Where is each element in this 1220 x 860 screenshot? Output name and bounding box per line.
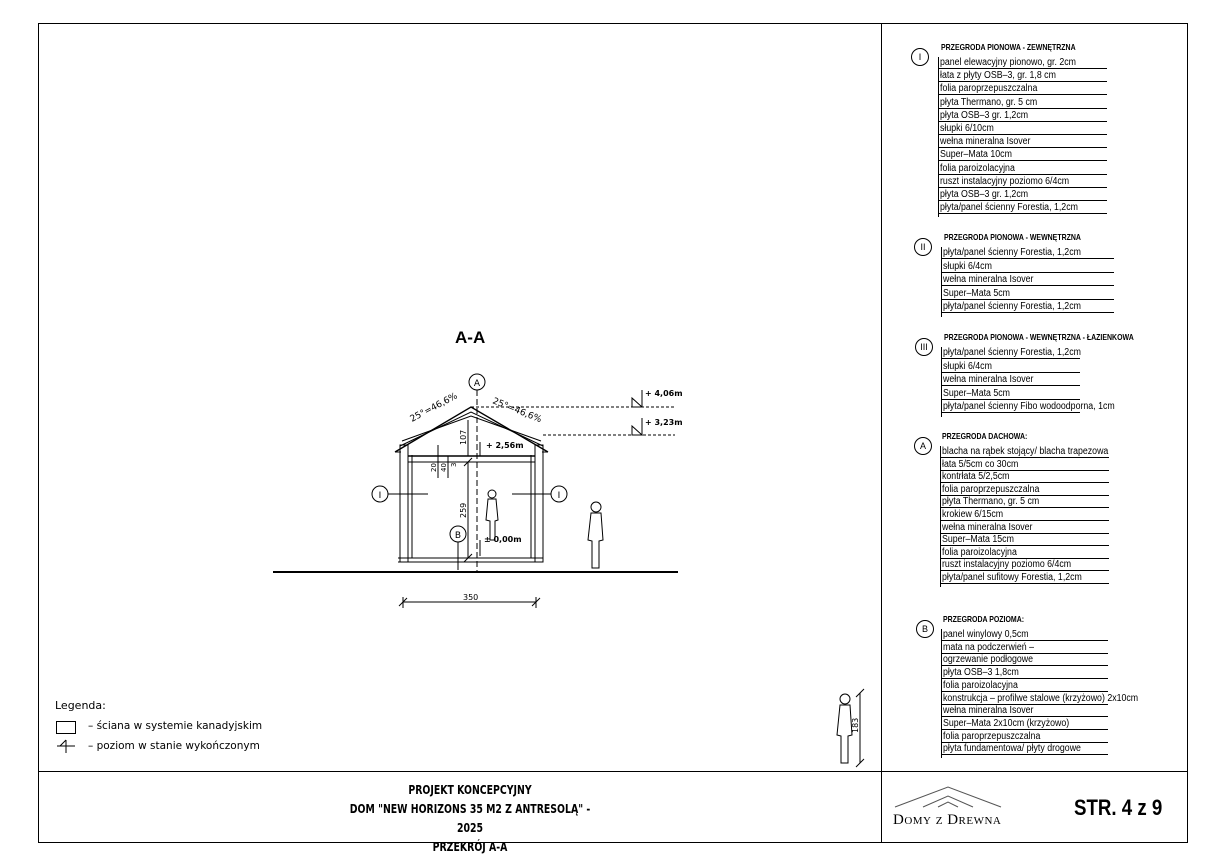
bubble-a-label: A xyxy=(473,379,481,389)
legend-item-wall: – ściana w systemie kanadyjskim xyxy=(88,720,263,732)
spec-layer: płyta fundamentowa/ płyty drogowe xyxy=(943,743,1081,755)
spec-rule xyxy=(939,108,1107,109)
spec-layer: wełna mineralna Isover xyxy=(942,521,1033,533)
spec-layer: Super–Mata 10cm xyxy=(940,149,1012,161)
spec-layer: Super–Mata 5cm xyxy=(943,387,1011,399)
spec-rule xyxy=(939,160,1107,161)
spec-title: PRZEGRODA DACHOWA: xyxy=(942,431,1028,441)
bubble-i-left-label: I xyxy=(378,491,382,501)
spec-rule xyxy=(942,412,1080,413)
spec-rule xyxy=(942,285,1114,286)
spec-rule xyxy=(939,187,1107,188)
dim-person-label: 183 xyxy=(851,717,860,733)
spec-layer: ruszt instalacyjny poziomo 6/4cm xyxy=(940,175,1070,187)
spec-layer: mata na podczerwień – xyxy=(943,641,1034,653)
spec-layer: Super–Mata 5cm xyxy=(943,287,1011,299)
spec-bracket xyxy=(940,446,941,587)
spec-layer: Super–Mata 2x10cm (krzyżowo) xyxy=(943,717,1070,729)
slope-right-label: 25°=46,6% xyxy=(490,396,543,426)
spec-layer: Super–Mata 15cm xyxy=(942,534,1014,546)
spec-layer: folia paroizolacyjna xyxy=(940,162,1015,174)
spec-layer: płyta OSB–3 gr. 1,2cm xyxy=(940,109,1029,121)
title-block xyxy=(300,781,640,857)
wall-left xyxy=(400,445,408,562)
spec-layer: ruszt instalacyjny poziomo 6/4cm xyxy=(942,559,1072,571)
bubble-b-label: B xyxy=(454,531,462,541)
legend-title: Legenda: xyxy=(55,699,106,712)
legend-item-level: – poziom w stanie wykończonym xyxy=(88,740,260,752)
dim-small-b-label: 40 xyxy=(440,463,448,472)
spec-layer: wełna mineralna Isover xyxy=(940,136,1031,148)
legend-wall-symbol xyxy=(56,721,76,734)
dim-small-a-label: 20 xyxy=(430,463,438,472)
spec-layer: płyta/panel ścienny Fibo wodoodporna, 1cm xyxy=(943,401,1115,413)
spec-rule xyxy=(939,200,1107,201)
spec-title: PRZEGRODA PIONOWA - WEWNĘTRZNA - ŁAZIENKOWA xyxy=(944,332,1134,342)
spec-title: PRZEGRODA PIONOWA - ZEWNĘTRZNA xyxy=(941,42,1076,52)
spec-rule xyxy=(939,134,1107,135)
spec-layer: folia paroizolacyjna xyxy=(942,546,1017,558)
spec-layer: panel elewacyjny pionowo, gr. 2cm xyxy=(940,57,1076,68)
spec-marker: III xyxy=(915,338,933,356)
spec-rule xyxy=(942,754,1108,755)
level-ridge-label: + 4,06m xyxy=(645,389,683,398)
spec-layer: konstrukcja – profilwe stalowe (krzyżowo) 2x10cm xyxy=(943,692,1139,704)
spec-layer: łata 5/5cm co 30cm xyxy=(942,458,1019,470)
spec-rule xyxy=(942,358,1080,359)
spec-bracket xyxy=(941,629,942,758)
spec-title: PRZEGRODA PIONOWA - WEWNĘTRZNA xyxy=(944,232,1081,242)
spec-layer: wełna mineralna Isover xyxy=(943,705,1034,717)
spec-layer: folia paroprzepuszczalna xyxy=(940,83,1038,95)
spec-rule xyxy=(942,272,1114,273)
level-eave-label: + 3,23m xyxy=(645,418,683,427)
spec-title: PRZEGRODA POZIOMA: xyxy=(943,614,1025,624)
title-line-2: DOM "NEW HORIZONS 35 M2 Z ANTRESOLĄ" - 2025 xyxy=(349,802,591,835)
spec-layer: folia paroprzepuszczalna xyxy=(943,730,1041,742)
spec-rule xyxy=(942,399,1080,400)
spec-layer: płyta/panel ścienny Forestia, 1,2cm xyxy=(943,347,1081,358)
spec-layer: łata z płyty OSB–3, gr. 1,8 cm xyxy=(940,70,1056,82)
spec-rule xyxy=(942,312,1114,313)
dim-height-label: 259 xyxy=(459,502,468,518)
brand-name: Domy z Drewna xyxy=(893,812,1002,828)
spec-layer: płyta OSB–3 1,8cm xyxy=(943,667,1019,679)
spec-layer: płyta/panel ścienny Forestia, 1,2cm xyxy=(940,202,1078,214)
spec-rule xyxy=(939,147,1107,148)
spec-rule xyxy=(942,385,1080,386)
spec-layer: folia paroizolacyjna xyxy=(943,679,1018,691)
spec-layer: krokiew 6/15cm xyxy=(942,509,1004,520)
spec-rule xyxy=(942,372,1080,373)
spec-rule xyxy=(939,94,1107,95)
spec-layer: słupki 6/4cm xyxy=(943,360,992,372)
spec-marker: I xyxy=(911,48,929,66)
spec-rule xyxy=(939,213,1107,214)
spec-layer: wełna mineralna Isover xyxy=(943,274,1034,286)
spec-layer: słupki 6/4cm xyxy=(943,260,992,272)
spec-layer: płyta/panel sufitowy Forestia, 1,2cm xyxy=(942,572,1082,583)
spec-rule xyxy=(942,258,1114,259)
slope-left-label: 25°=46,6% xyxy=(408,391,460,425)
title-line-3: PRZEKRÓJ A-A xyxy=(432,840,508,854)
spec-rule xyxy=(939,81,1107,82)
spec-layer: płyta Thermano, gr. 5 cm xyxy=(942,496,1040,508)
spec-layer: płyta/panel ścienny Forestia, 1,2cm xyxy=(943,247,1081,258)
dim-width-label: 350 xyxy=(463,593,479,602)
spec-marker: A xyxy=(914,437,932,455)
spec-rule xyxy=(939,121,1107,122)
spec-marker: B xyxy=(916,620,934,638)
spec-rule xyxy=(941,583,1109,584)
dim-roof-label: 107 xyxy=(459,429,468,445)
spec-layer: panel winylowy 0,5cm xyxy=(943,629,1029,640)
spec-rule xyxy=(942,299,1114,300)
section-title: A-A xyxy=(455,328,486,347)
spec-layer: płyta Thermano, gr. 5 cm xyxy=(940,96,1038,108)
level-loft-label: + 2,56m xyxy=(486,441,524,450)
level-floor-label: ± 0,00m xyxy=(484,535,522,544)
page-number: STR. 4 z 9 xyxy=(1074,795,1163,820)
bubble-i-right-label: I xyxy=(557,491,561,501)
spec-layer: słupki 6/10cm xyxy=(940,123,994,134)
wall-right xyxy=(535,445,543,562)
spec-layer: ogrzewanie podłogowe xyxy=(943,654,1034,666)
spec-layer: kontrłata 5/2,5cm xyxy=(942,471,1010,483)
dim-small-c-label: 3 xyxy=(450,462,458,467)
spec-layer: płyta/panel ścienny Forestia, 1,2cm xyxy=(943,301,1081,313)
spec-layer: folia paroprzepuszczalna xyxy=(942,483,1040,495)
spec-layer: blacha na rąbek stojący/ blacha trapezowa xyxy=(942,446,1109,457)
spec-rule xyxy=(939,174,1107,175)
spec-rule xyxy=(939,68,1107,69)
title-line-1: PROJEKT KONCEPCYJNY xyxy=(408,783,532,797)
spec-layer: wełna mineralna Isover xyxy=(943,374,1034,386)
spec-layer: płyta OSB–3 gr. 1,2cm xyxy=(940,189,1029,200)
spec-marker: II xyxy=(914,238,932,256)
